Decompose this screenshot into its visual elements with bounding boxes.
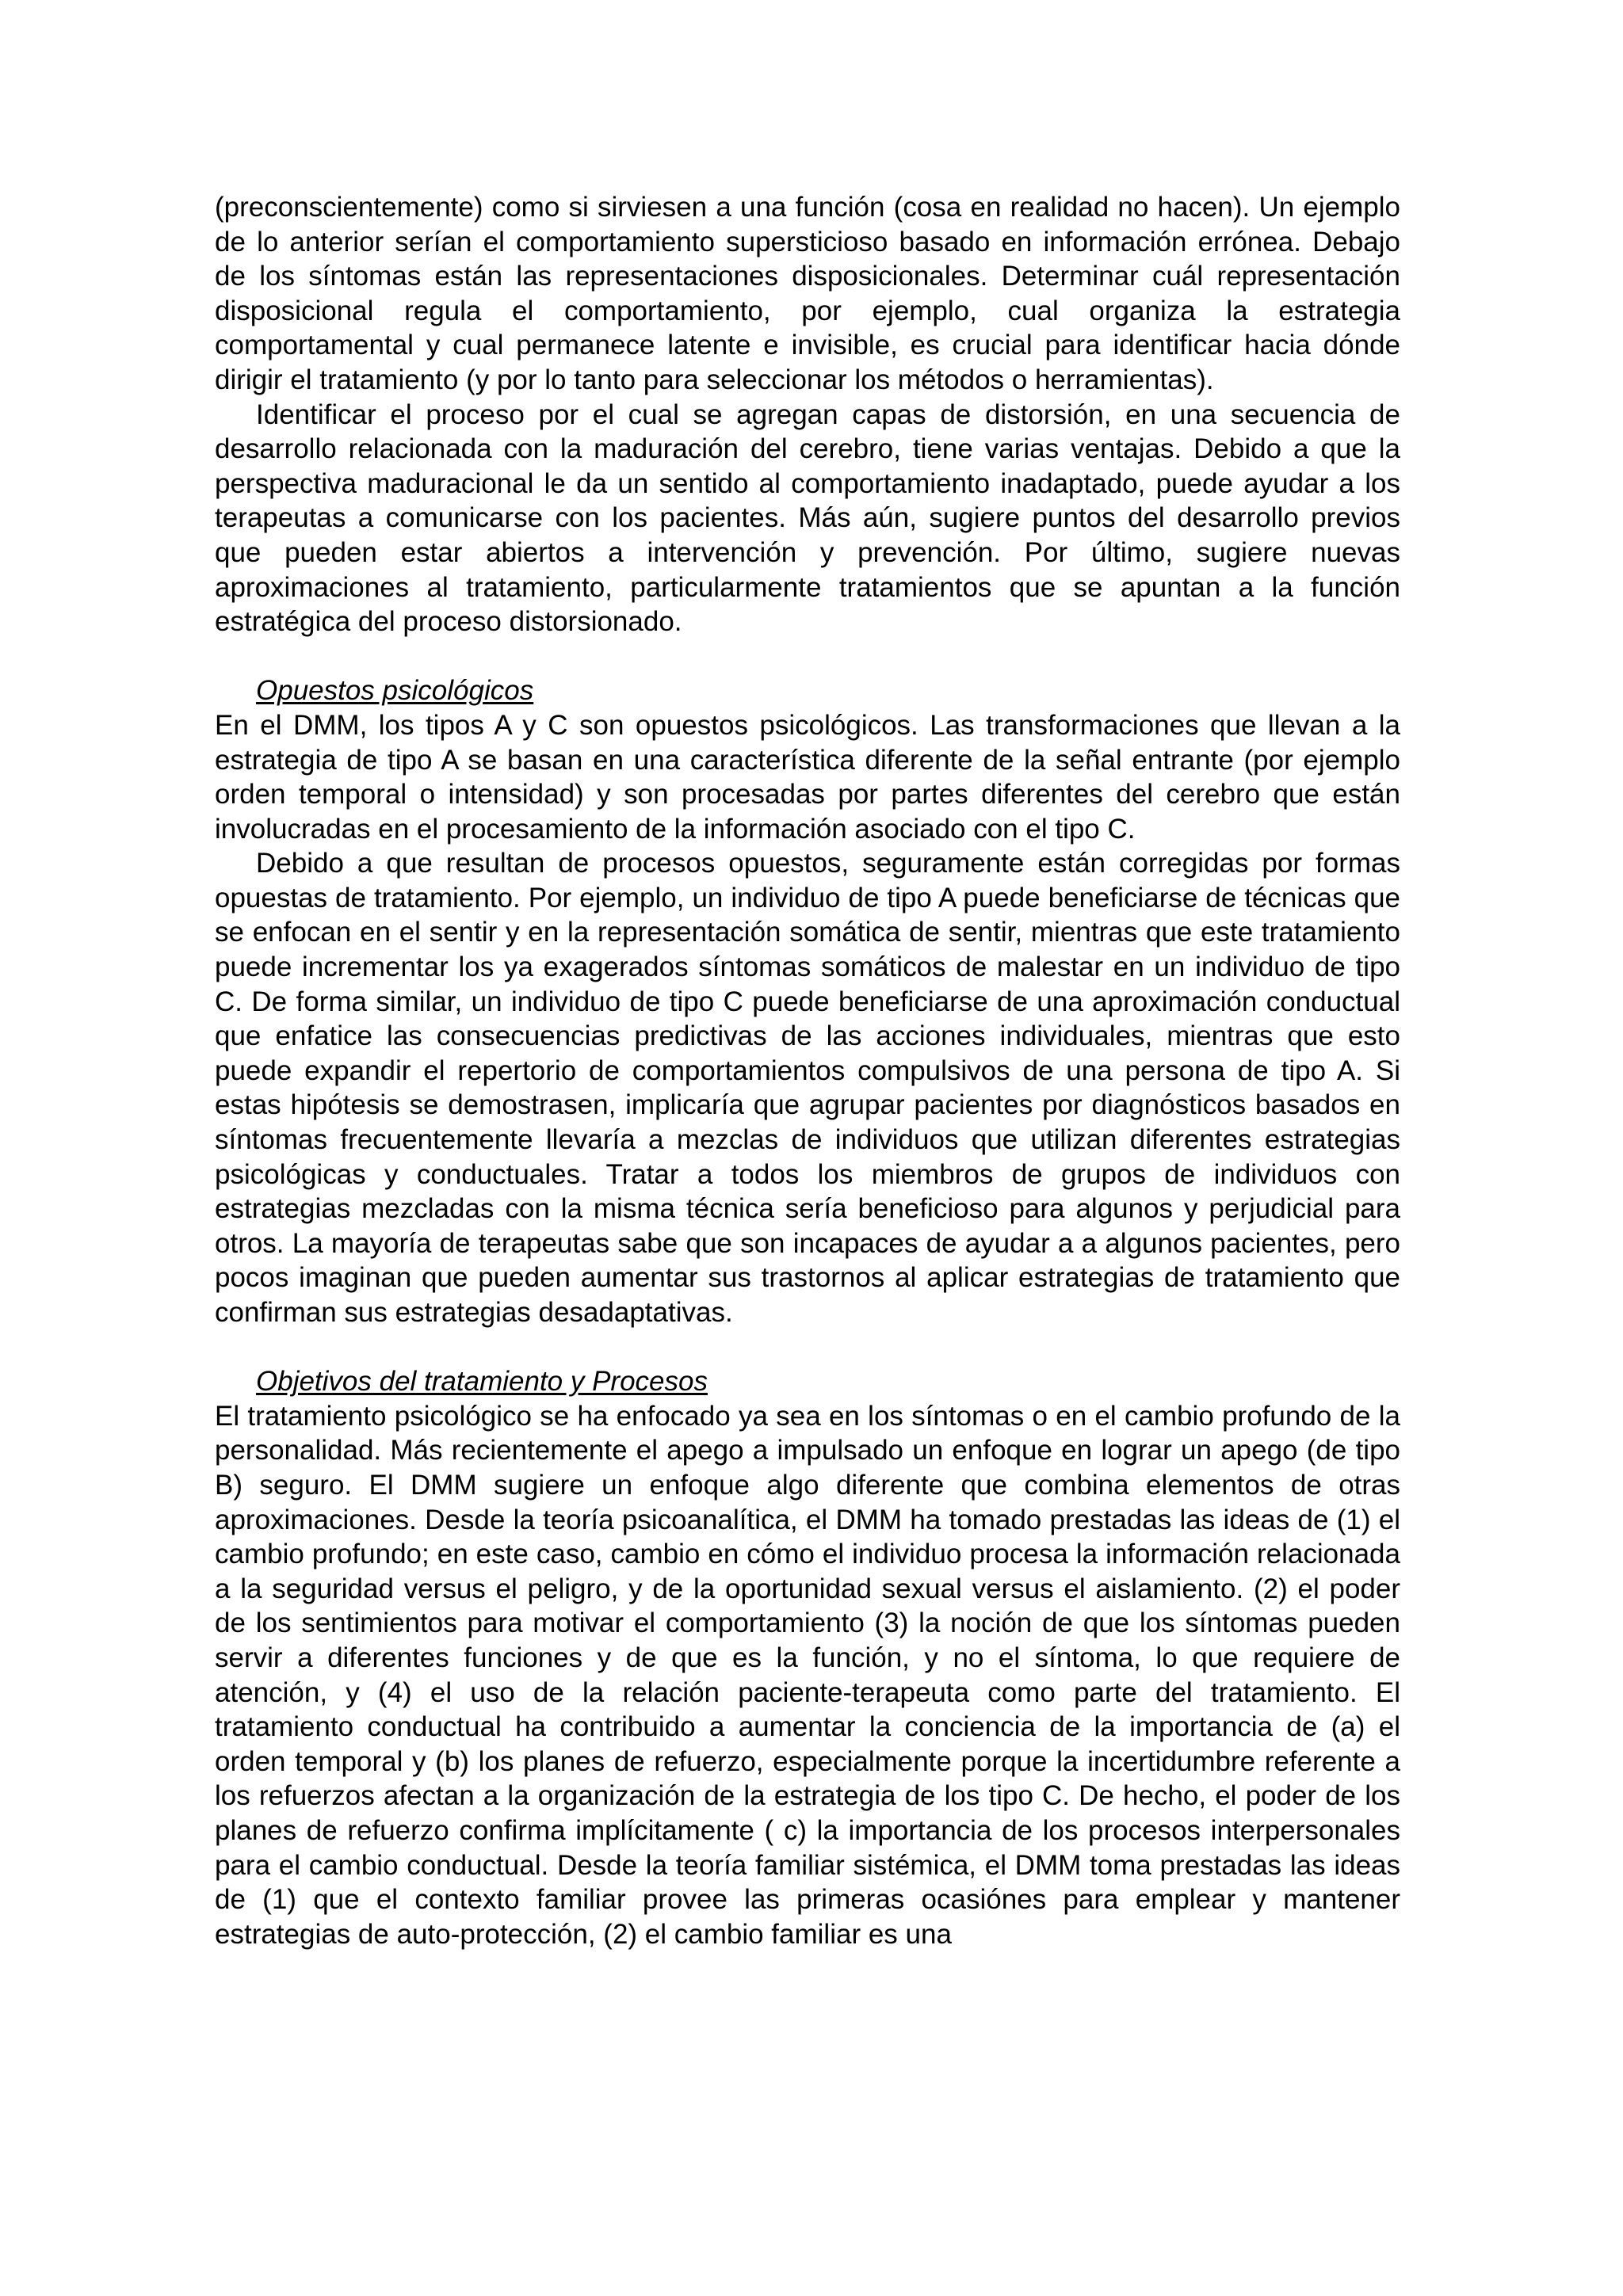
paragraph-opuestos-2: Debido a que resultan de procesos opuestos, seguramente están corregidas por formas opuestas de tratamiento. Por ejemplo, un individuo de tipo A puede beneficiarse de técnicas que se enfocan en el sentir y en la representación somática de sentir, mientras que este tratamiento puede incrementar los ya exagerados síntomas somáticos de malestar en un individuo de tipo C. De forma similar, un individuo de tipo C puede beneficiarse de una aproximación conductual que enfatice las consecuencias predictivas de las acciones individuales, mientras que esto puede expandir el repertorio de comportamientos compulsivos de una persona de tipo A. Si estas hipótesis se demostrasen, implicaría que agrupar pacientes por diagnósticos basados en síntomas frecuentemente llevaría a mezclas de individuos que utilizan diferentes estrategias psicológicas y conductuales. Tratar a todos los miembros de grupos de individuos con estrategias mezcladas con la misma técnica sería beneficioso para algunos y perjudicial para otros. La mayoría de terapeutas sabe que son incapaces de ayudar a a algunos pacientes, pero pocos imaginan que pueden aumentar sus trastornos al aplicar estrategias de tratamiento que confirman sus estrategias desadaptativas. — [215, 848, 1400, 1328]
paragraph-opuestos-1: En el DMM, los tipos A y C son opuestos psicológicos. Las transformaciones que llevan a la estrategia de tipo A se basan en una característica diferente de la señal entrante (por ejemplo orden temporal o intensidad) y son procesadas por partes diferentes del cerebro que están involucradas en el procesamiento de la información asociado con el tipo C. — [215, 709, 1400, 845]
section-heading-opuestos: Opuestos psicológicos — [256, 675, 534, 707]
paragraph-intro-1: (preconscientemente) como si sirviesen a una función (cosa en realidad no hacen). Un ejemplo de lo anterior serían el comportamiento supersticioso basado en información errónea. Debajo de los síntomas están las representaciones disposicionales. Determinar cuál representación disposicional regula el comportamiento, por ejemplo, cual organiza la estrategia comportamental y cual permanece latente e invisible, es crucial para identificar hacia dónde dirigir el tratamiento (y por lo tanto para seleccionar los métodos o herramientas). — [215, 192, 1400, 395]
document-page — [215, 190, 1400, 1951]
paragraph-intro-2: Identificar el proceso por el cual se agregan capas de distorsión, en una secuencia de desarrollo relacionada con la maduración del cerebro, tiene varias ventajas. Debido a que la perspectiva maduracional le da un sentido al comportamiento inadaptado, puede ayudar a los terapeutas a comunicarse con los pacientes. Más aún, sugiere puntos del desarrollo previos que pueden estar abiertos a intervención y prevención. Por último, sugiere nuevas aproximaciones al tratamiento, particularmente tratamientos que se apuntan a la función estratégica del proceso distorsionado. — [215, 399, 1400, 638]
paragraph-objetivos-1: El tratamiento psicológico se ha enfocado ya sea en los síntomas o en el cambio profundo de la personalidad. Más recientemente el apego a impulsado un enfoque en lograr un apego (de tipo B) seguro. El DMM sugiere un enfoque algo diferente que combina elementos de otras aproximaciones. Desde la teoría psicoanalítica, el DMM ha tomado prestadas las ideas de (1) el cambio profundo; en este caso, cambio en cómo el individuo procesa la información relacionada a la seguridad versus el peligro, y de la oportunidad sexual versus el aislamiento. (2) el poder de los sentimientos para motivar el comportamiento (3) la noción de que los síntomas pueden servir a diferentes funciones y de que es la función, y no el síntoma, lo que requiere de atención, y (4) el uso de la relación paciente-terapeuta como parte del tratamiento. El tratamiento conductual ha contribuido a aumentar la conciencia de la importancia de (a) el orden temporal y (b) los planes de refuerzo, especialmente porque la incertidumbre referente a los refuerzos afectan a la organización de la estrategia de los tipo C. De hecho, el poder de los planes de refuerzo confirma implícitamente ( c) la importancia de los procesos interpersonales para el cambio conductual. Desde la teoría familiar sistémica, el DMM toma prestadas las ideas de (1) que el contexto familiar provee las primeras ocasiónes para emplear y mantener estrategias de auto-protección, (2) el cambio familiar es una — [215, 1400, 1400, 1950]
section-heading-objetivos: Objetivos del tratamiento y Procesos — [256, 1366, 708, 1398]
